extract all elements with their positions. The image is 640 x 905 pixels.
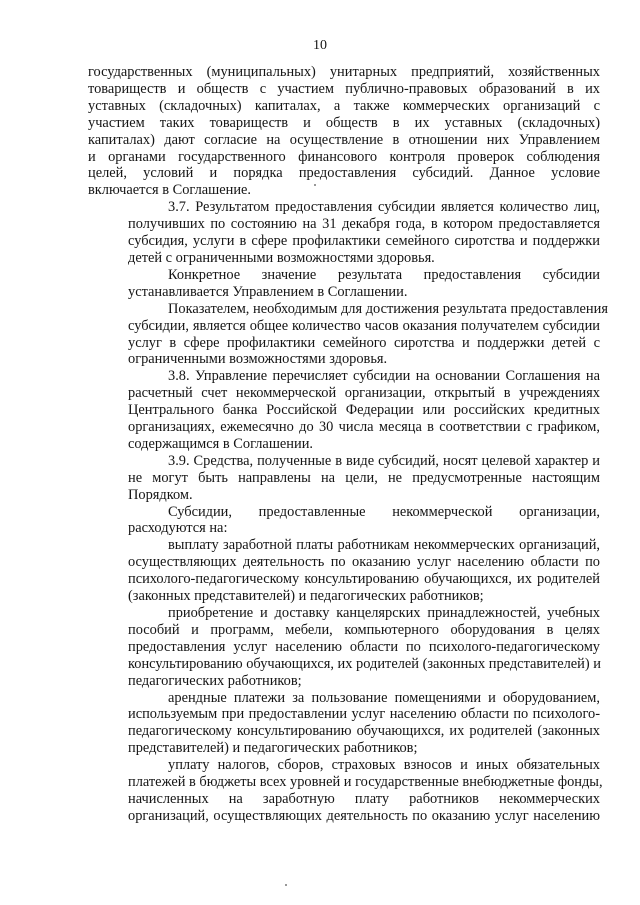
text-line: организаций, осуществляющих деятельность по оказанию услуг населению bbox=[128, 807, 600, 824]
text-line: арендные платежи за пользование помещениями и оборудованием, bbox=[168, 689, 600, 706]
text-line: 3.9. Средства, полученные в виде субсидий, носят целевой характер и bbox=[168, 452, 600, 469]
text-line: платежей в бюджеты всех уровней и государственные внебюджетные фонды, bbox=[128, 774, 603, 791]
text-line: психолого-педагогическому консультированию обучающихся, их родителей bbox=[128, 571, 600, 588]
text-line: (законных представителей) и педагогических работников; bbox=[128, 588, 484, 605]
paragraph-p4 bbox=[88, 300, 608, 369]
text-line: товариществ и обществ с участием публично-правовых образований в их bbox=[88, 80, 600, 97]
text-line: используемым при предоставлении услуг населению области по психолого- bbox=[128, 706, 600, 723]
text-line: устанавливается Управлением в Соглашении. bbox=[128, 283, 408, 300]
text-line: субсидии, является общее количество часов оказания получателем субсидии bbox=[128, 317, 600, 334]
text-line: включается в Соглашение. bbox=[88, 182, 252, 199]
document-body bbox=[88, 64, 608, 825]
text-line: услуг в сфере профилактики семейного сиротства и поддержки детей с bbox=[128, 334, 600, 351]
text-line: Показателем, необходимым для достижения результата предоставления bbox=[168, 300, 608, 317]
paragraph-p11 bbox=[88, 757, 603, 825]
paragraph-p2 bbox=[88, 199, 600, 267]
text-line: субсидия, услуги в сфере профилактики семейного сиротства и поддержки bbox=[128, 233, 600, 250]
text-line: пособий и программ, мебели, компьютерного оборудования в целях bbox=[128, 621, 600, 638]
scan-speck bbox=[285, 884, 287, 886]
text-line: государственных (муниципальных) унитарных предприятий, хозяйственных bbox=[88, 64, 600, 80]
text-line: и органами государственного финансового контроля проверок соблюдения bbox=[88, 148, 600, 165]
text-line: предоставления услуг населению области по психолого-педагогическому bbox=[128, 638, 600, 655]
text-line: ограниченными возможностями здоровья. bbox=[128, 351, 388, 368]
paragraph-p6 bbox=[88, 453, 600, 504]
text-line: Конкретное значение результата предоставления субсидии bbox=[168, 266, 600, 283]
text-line: уставных (складочных) капиталах, а также коммерческих организаций с bbox=[88, 97, 600, 114]
text-line: начисленных на заработную плату работников некоммерческих bbox=[128, 790, 600, 807]
paragraph-p7 bbox=[88, 504, 600, 538]
text-line: консультированию обучающихся, их родителей (законных представителей) и bbox=[128, 655, 601, 672]
text-line: Порядком. bbox=[128, 486, 193, 503]
text-line: Субсидии, предоставленные некоммерческой организации, bbox=[168, 503, 600, 520]
text-line: целей, условий и порядка предоставления субсидий. Данное условие bbox=[88, 165, 600, 182]
paragraph-p3 bbox=[88, 267, 600, 301]
paragraph-p8 bbox=[88, 537, 600, 605]
paragraph-p5 bbox=[88, 368, 600, 453]
page-number: 10 bbox=[313, 38, 327, 53]
text-line: 3.7. Результатом предоставления субсидии является количество лиц, bbox=[168, 199, 600, 216]
text-line: получивших по состоянию на 31 декабря года, в котором предоставляется bbox=[128, 216, 600, 233]
text-line: детей с ограниченными возможностями здоровья. bbox=[128, 249, 435, 266]
text-line: приобретение и доставку канцелярских принадлежностей, учебных bbox=[168, 605, 600, 621]
text-line: представителей) и педагогических работников; bbox=[128, 740, 418, 757]
text-line: Центрального банка Российской Федерации или российских кредитных bbox=[128, 402, 600, 419]
text-line: осуществляющих деятельность по оказанию услуг населению области по bbox=[128, 554, 600, 571]
text-line: педагогических работников; bbox=[128, 672, 302, 689]
text-line: участием таких товариществ и обществ в их уставных (складочных) bbox=[88, 114, 600, 131]
text-line: расходуются на: bbox=[128, 520, 228, 537]
text-line: организациях, ежемесячно до 30 числа месяца в соответствии с графиком, bbox=[128, 419, 600, 436]
text-line: не могут быть направлены на цели, не предусмотренные настоящим bbox=[128, 469, 600, 486]
text-line: расчетный счет некоммерческой организации, открытый в учреждениях bbox=[128, 385, 600, 402]
text-line: 3.8. Управление перечисляет субсидии на основании Соглашения на bbox=[168, 368, 600, 385]
paragraph-p9 bbox=[88, 605, 600, 690]
paragraph-p1 bbox=[88, 64, 600, 199]
text-line: содержащимся в Соглашении. bbox=[128, 435, 313, 452]
text-line: выплату заработной платы работникам некоммерческих организаций, bbox=[168, 537, 600, 554]
paragraph-p10 bbox=[88, 690, 600, 758]
text-line: капиталах) дают согласие на осуществление в отношении них Управлением bbox=[88, 131, 600, 148]
text-line: педагогическому консультированию обучающихся, их родителей (законных bbox=[128, 723, 600, 740]
text-line: уплату налогов, сборов, страховых взносов и иных обязательных bbox=[168, 757, 600, 774]
